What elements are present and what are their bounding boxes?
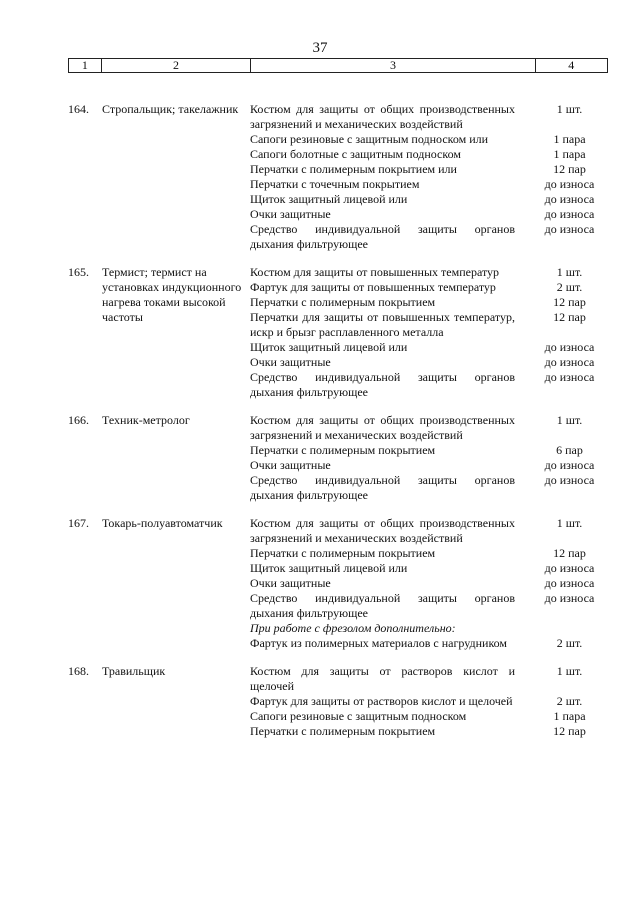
ppe-item-quantity: 2 шт. — [556, 636, 583, 650]
ppe-item-name: Фартук из полимерных материалов с нагрудником — [250, 636, 508, 650]
entry — [0, 265, 640, 400]
ppe-item-name: Костюм для защиты от повышенных температур — [250, 265, 500, 279]
ppe-item-row — [250, 295, 622, 310]
ppe-item-name: Костюм для защиты от общих производственных загрязнений и механических воздействий — [250, 413, 515, 442]
ppe-item-name: Фартук для защиты от повышенных температур — [250, 280, 496, 294]
ppe-item-list — [250, 102, 622, 252]
ppe-item-list — [250, 664, 622, 739]
ppe-item-row — [250, 561, 622, 576]
column-header-3: 3 — [251, 59, 535, 73]
ppe-item-quantity: до износа — [544, 355, 595, 369]
ppe-item-quantity: до износа — [544, 473, 595, 487]
ppe-item-name: Сапоги резиновые с защитным подноском — [250, 709, 467, 723]
entry-number: 168. — [68, 664, 89, 678]
ppe-item-row — [250, 265, 622, 280]
ppe-item-name: Перчатки с полимерным покрытием — [250, 546, 436, 560]
ppe-item-name: Очки защитные — [250, 576, 331, 590]
entry — [0, 664, 640, 739]
ppe-item-row — [250, 310, 622, 340]
ppe-item-quantity: 1 шт. — [556, 664, 583, 678]
ppe-item-name: Перчатки с полимерным покрытием — [250, 295, 436, 309]
ppe-item-row — [250, 724, 622, 739]
ppe-item-name: Перчатки с точечным покрытием — [250, 177, 420, 191]
page-number: 37 — [312, 40, 328, 56]
ppe-item-quantity: до износа — [544, 458, 595, 472]
ppe-item-quantity: 1 шт. — [556, 102, 583, 116]
ppe-item-quantity: 12 пар — [553, 310, 586, 324]
ppe-item-row — [250, 280, 622, 295]
ppe-item-quantity: 12 пар — [553, 162, 586, 176]
ppe-item-name: Средство индивидуальной защиты органов дыхания фильтрующее — [250, 591, 515, 620]
ppe-item-row — [250, 222, 622, 252]
ppe-item-quantity: до износа — [544, 340, 595, 354]
entries-list — [0, 102, 640, 752]
ppe-item-quantity: до износа — [544, 192, 595, 206]
ppe-item-row — [250, 177, 622, 192]
ppe-item-row — [250, 192, 622, 207]
ppe-item-quantity: 12 пар — [553, 295, 586, 309]
entry — [0, 516, 640, 651]
ppe-item-name: Перчатки с полимерным покрытием — [250, 724, 436, 738]
ppe-item-row — [250, 147, 622, 162]
ppe-item-name: Щиток защитный лицевой или — [250, 192, 408, 206]
ppe-item-name: Средство индивидуальной защиты органов дыхания фильтрующее — [250, 370, 515, 399]
ppe-item-quantity: до износа — [544, 576, 595, 590]
ppe-item-quantity: 1 шт. — [556, 413, 583, 427]
entry-number: 166. — [68, 413, 89, 427]
ppe-item-row — [250, 102, 622, 132]
ppe-item-name: Средство индивидуальной защиты органов дыхания фильтрующее — [250, 473, 515, 502]
ppe-item-row — [250, 576, 622, 591]
ppe-item-name: Сапоги резиновые с защитным подноском или — [250, 132, 489, 146]
ppe-item-quantity: до износа — [544, 177, 595, 191]
ppe-item-list — [250, 265, 622, 400]
ppe-item-quantity: 1 шт. — [556, 265, 583, 279]
entry — [0, 413, 640, 503]
entry-number: 164. — [68, 102, 89, 116]
profession-name: Травильщик — [102, 664, 166, 678]
entry-number: 167. — [68, 516, 89, 530]
entry-number: 165. — [68, 265, 89, 279]
ppe-item-row — [250, 355, 622, 370]
ppe-item-quantity: до износа — [544, 591, 595, 605]
ppe-item-row — [250, 162, 622, 177]
ppe-item-list — [250, 413, 622, 503]
ppe-item-name: Перчатки для защиты от повышенных температур, искр и брызг расплавленного металла — [250, 310, 515, 339]
ppe-item-name: Перчатки с полимерным покрытием — [250, 443, 436, 457]
ppe-item-name: Сапоги болотные с защитным подноском — [250, 147, 461, 161]
ppe-item-row — [250, 207, 622, 222]
ppe-item-quantity: до износа — [544, 561, 595, 575]
column-header-2: 2 — [101, 59, 251, 73]
conditional-note: При работе с фрезолом дополнительно: — [250, 621, 456, 635]
ppe-item-quantity: 12 пар — [553, 724, 586, 738]
ppe-item-row — [250, 340, 622, 355]
ppe-item-row — [250, 443, 622, 458]
ppe-item-name: Костюм для защиты от общих производственных загрязнений и механических воздействий — [250, 516, 515, 545]
ppe-item-name: Очки защитные — [250, 207, 331, 221]
ppe-item-name: Костюм для защиты от общих производственных загрязнений и механических воздействий — [250, 102, 515, 131]
ppe-item-quantity: 1 пара — [553, 147, 586, 161]
ppe-item-quantity: 12 пар — [553, 546, 586, 560]
ppe-item-row — [250, 516, 622, 546]
entry — [0, 102, 640, 252]
ppe-item-name: Средство индивидуальной защиты органов дыхания фильтрующее — [250, 222, 515, 251]
ppe-item-row — [250, 709, 622, 724]
ppe-item-row — [250, 636, 622, 651]
column-header-4: 4 — [535, 59, 607, 73]
profession-name: Техник-метролог — [102, 413, 190, 427]
ppe-item-quantity: 2 шт. — [556, 280, 583, 294]
ppe-item-name: Щиток защитный лицевой или — [250, 561, 408, 575]
ppe-item-quantity: до износа — [544, 207, 595, 221]
column-header-table — [68, 58, 608, 73]
ppe-item-quantity: 1 пара — [553, 709, 586, 723]
ppe-item-name: Перчатки с полимерным покрытием или — [250, 162, 457, 176]
ppe-item-quantity: 1 пара — [553, 132, 586, 146]
profession-name: Стропальщик; такелажник — [102, 102, 239, 116]
ppe-item-row — [250, 458, 622, 473]
ppe-item-name: Очки защитные — [250, 458, 331, 472]
ppe-item-quantity: до износа — [544, 222, 595, 236]
ppe-item-name: Щиток защитный лицевой или — [250, 340, 408, 354]
ppe-item-quantity: 2 шт. — [556, 694, 583, 708]
ppe-item-name: Очки защитные — [250, 355, 331, 369]
column-header-1: 1 — [69, 59, 102, 73]
profession-name: Термист; термист на установках индукционного нагрева токами высокой частоты — [102, 265, 242, 324]
ppe-item-row — [250, 664, 622, 694]
ppe-item-row — [250, 413, 622, 443]
ppe-item-row — [250, 473, 622, 503]
ppe-item-row — [250, 132, 622, 147]
ppe-item-quantity: 1 шт. — [556, 516, 583, 530]
profession-name: Токарь-полуавтоматчик — [102, 516, 223, 530]
ppe-item-name: Фартук для защиты от растворов кислот и щелочей — [250, 694, 513, 708]
ppe-item-row — [250, 546, 622, 561]
ppe-item-quantity: до износа — [544, 370, 595, 384]
ppe-item-name: Костюм для защиты от растворов кислот и щелочей — [250, 664, 515, 693]
ppe-item-list — [250, 516, 622, 651]
ppe-item-quantity: 6 пар — [556, 443, 583, 457]
ppe-item-row — [250, 370, 622, 400]
ppe-item-row — [250, 694, 622, 709]
ppe-item-row — [250, 591, 622, 621]
